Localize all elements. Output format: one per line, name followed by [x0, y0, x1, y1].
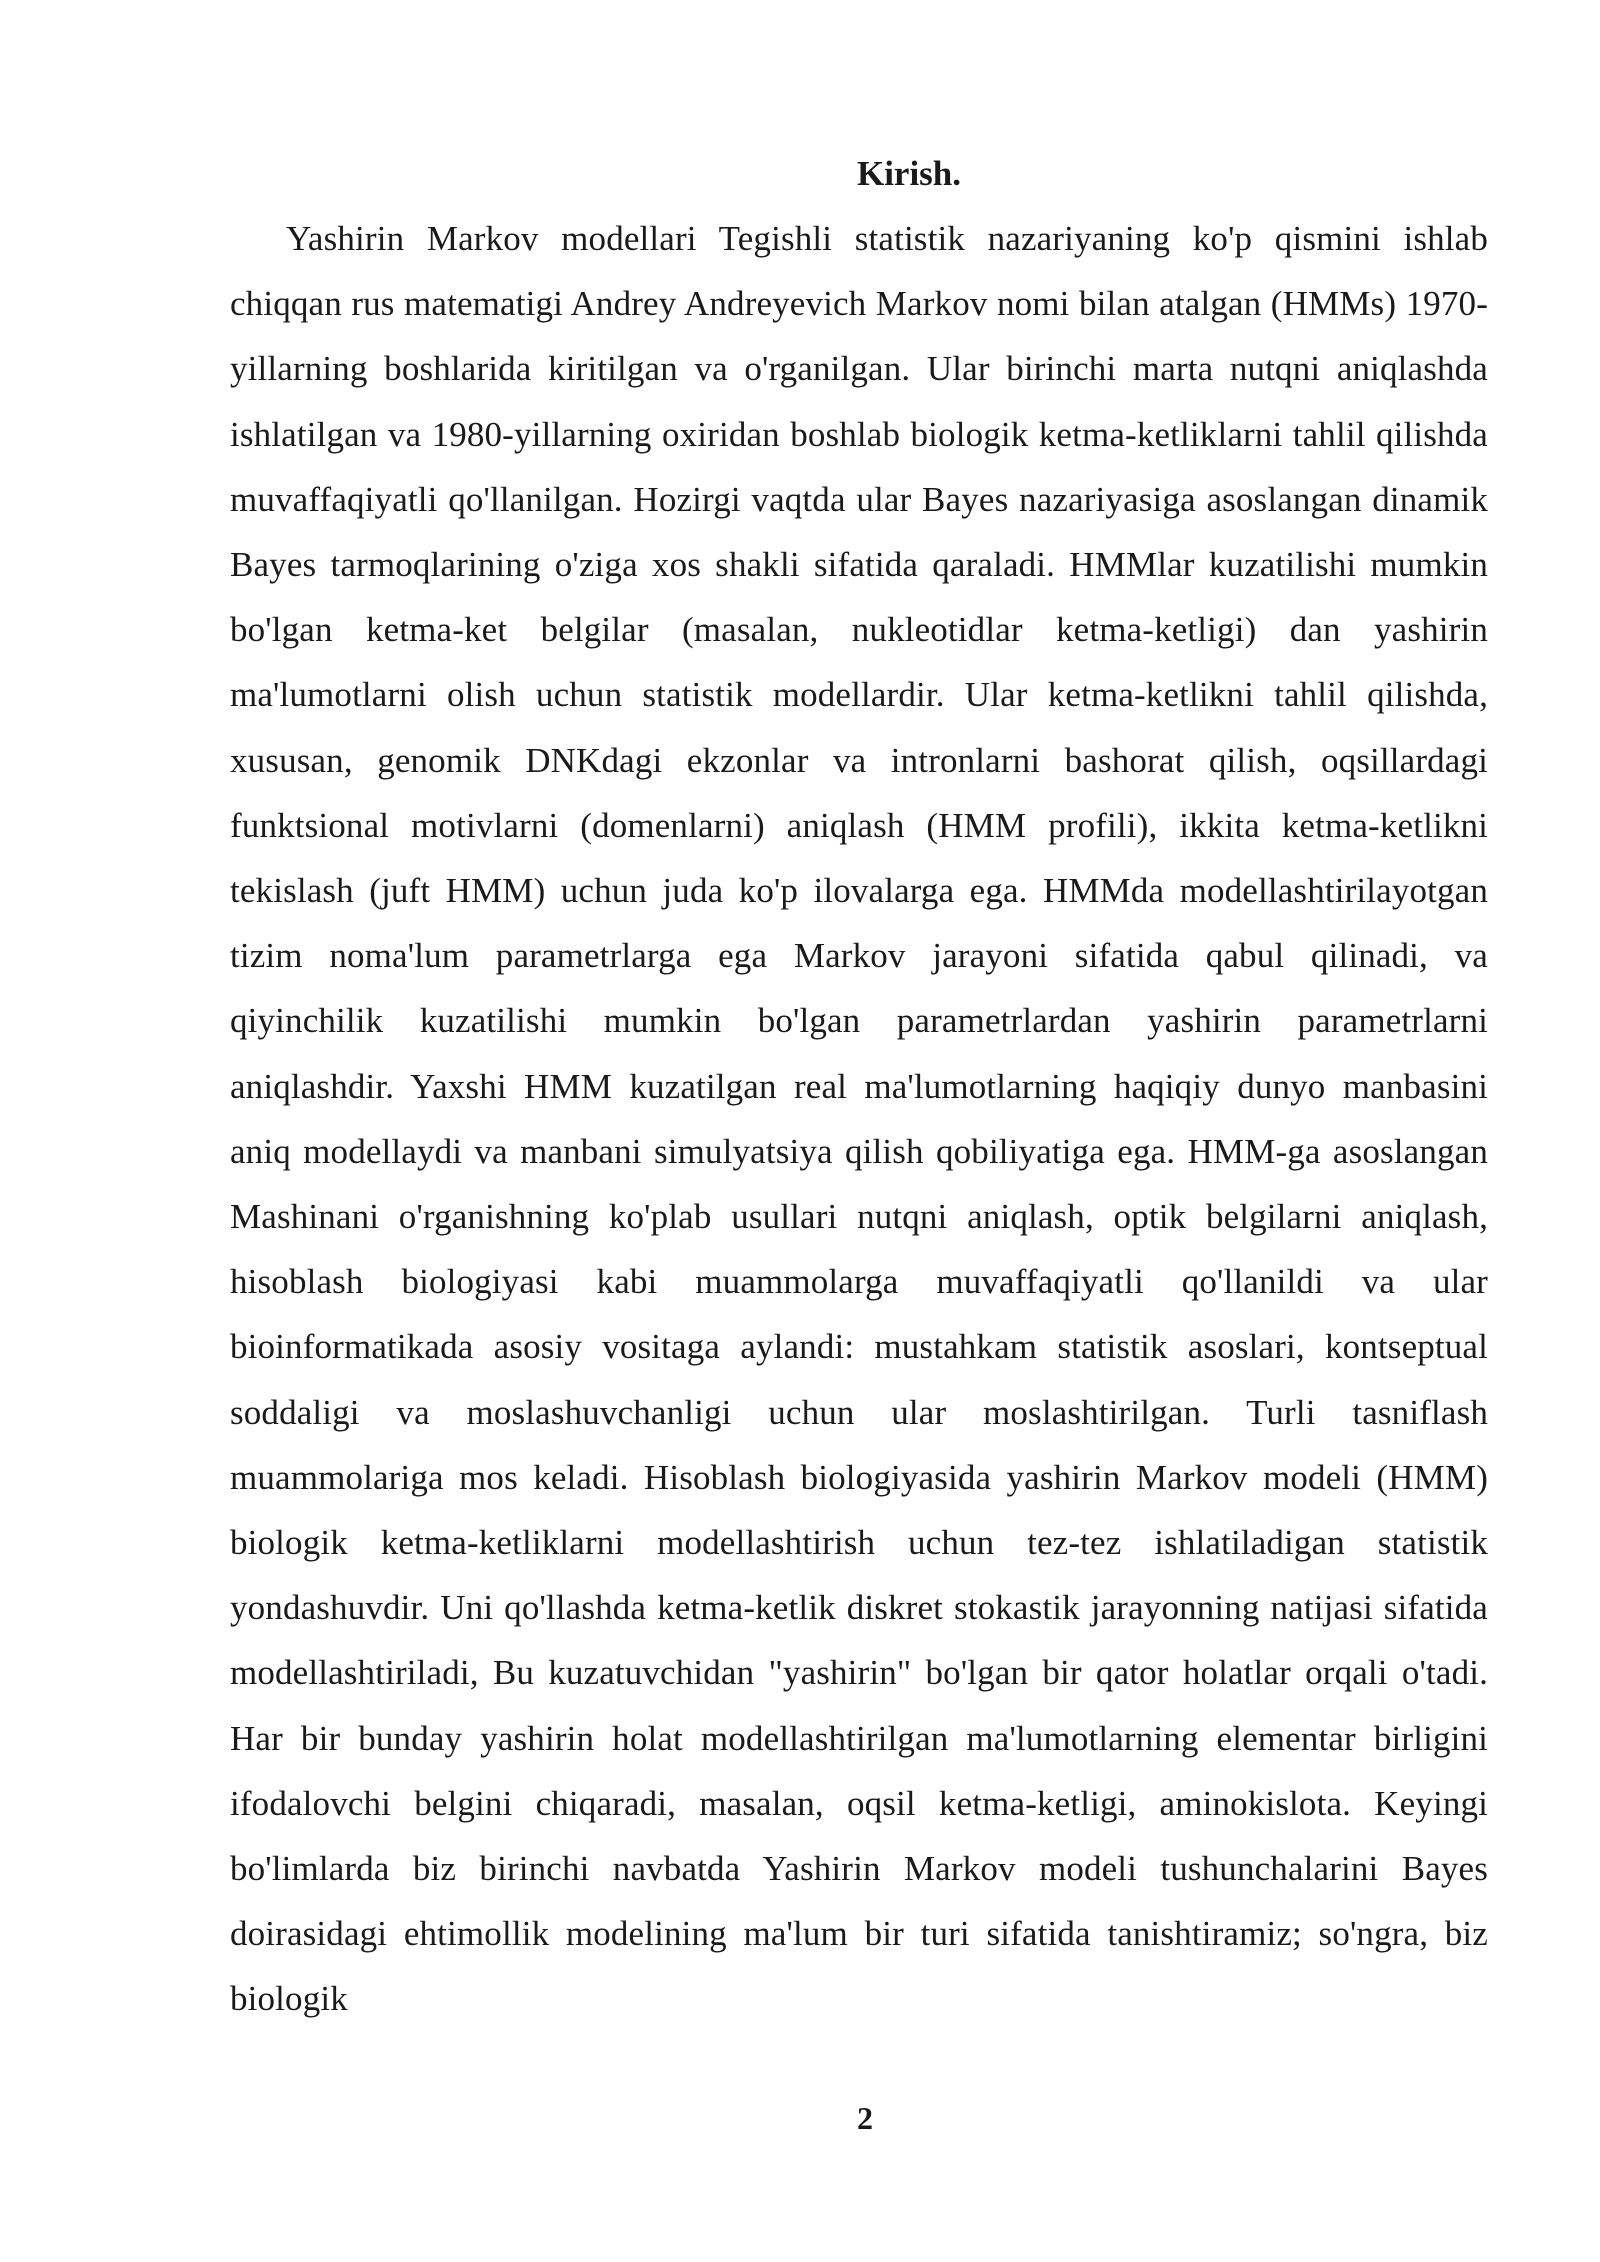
body-paragraph: Yashirin Markov modellari Tegishli statistik nazariyaning ko'p qismini ishlab chiqqan rus matematigi Andrey Andreyevich Markov nomi bilan atalgan (HMMs) 1970-yillarning boshlarida kiritilgan va o'rganilgan. Ular birinchi marta nutqni aniqlashda ishlatilgan va 1980-yillarning oxiridan boshlab biologik ketma-ketliklarni tahlil qilishda muvaffaqiyatli qo'llanilgan. Hozirgi vaqtda ular Bayes nazariyasiga asoslangan dinamik Bayes tarmoqlarining o'ziga xos shakli sifatida qaraladi. HMMlar kuzatilishi mumkin bo'lgan ketma-ket belgilar (masalan, nukleotidlar ketma-ketligi) dan yashirin ma'lumotlarni olish uchun statistik modellardir. Ular ketma-ketlikni tahlil qilishda, xususan, genomik DNKdagi ekzonlar va intronlarni bashorat qilish, oqsillardagi funktsional motivlarni (domenlarni) aniqlash (HMM profili), ikkita ketma-ketlikni tekislash (juft HMM) uchun juda ko'p ilovalarga ega. HMMda modellashtirilayotgan tizim noma'lum parametrlarga ega Markov jarayoni sifatida qabul qilinadi, va qiyinchilik kuzatilishi mumkin bo'lgan parametrlardan yashirin parametrlarni aniqlashdir. Yaxshi HMM kuzatilgan real ma'lumotlarning haqiqiy dunyo manbasini aniq modellaydi va manbani simulyatsiya qilish qobiliyatiga ega. HMM-ga asoslangan Mashinani o'rganishning ko'plab usullari nutqni aniqlash, optik belgilarni aniqlash, hisoblash biologiyasi kabi muammolarga muvaffaqiyatli qo'llanildi va ular bioinformatikada asosiy vositaga aylandi: mustahkam statistik asoslari, kontseptual soddaligi va moslashuvchanligi uchun ular moslashtirilgan. Turli tasniflash muammolariga mos keladi. Hisoblash biologiyasida yashirin Markov modeli (HMM) biologik ketma-ketliklarni modellashtirish uchun tez-tez ishlatiladigan statistik yondashuvdir. Uni qo'llashda ketma-ketlik diskret stokastik jarayonning natijasi sifatida modellashtiriladi, Bu kuzatuvchidan "yashirin" bo'lgan bir qator holatlar orqali o'tadi. Har bir bunday yashirin holat modellashtirilgan ma'lumotlarning elementar birligini ifodalovchi belgini chiqaradi, masalan, oqsil ketma-ketligi, aminokislota. Keyingi bo'limlarda biz birinchi navbatda Yashirin Markov modeli tushunchalarini Bayes doirasidagi ehtimollik modelining ma'lum bir turi sifatida tanishtiramiz; so'ngra, biz biologik	[230, 219, 1488, 2019]
section-title: Kirish.	[856, 154, 962, 193]
page-number: 2	[857, 2100, 873, 2136]
document-page	[230, 150, 1488, 2032]
